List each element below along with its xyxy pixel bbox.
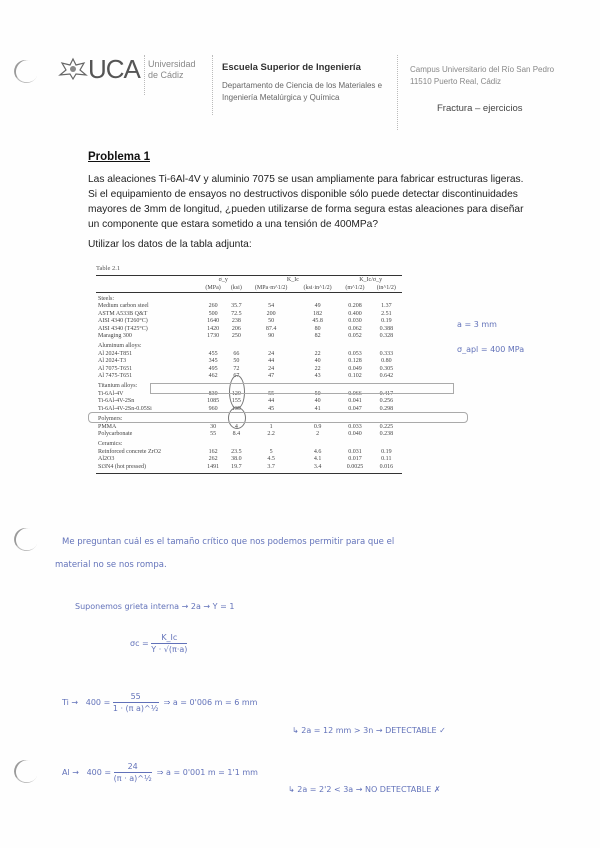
al-lhs: 400 = <box>86 768 112 777</box>
material-name: Al2O3 <box>98 456 115 463</box>
table-group-row <box>96 293 402 304</box>
material-name: Maraging 300 <box>98 333 132 340</box>
table-cell: 139 <box>231 405 241 412</box>
table-cell: 0.102 <box>348 373 362 380</box>
handwritten-question: Me preguntan cuál es el tamaño crítico que nos podemos permitir para que el <box>62 537 395 547</box>
campus-line: Campus Universitario del Río San Pedro <box>410 65 555 74</box>
table-cell: 0.225 <box>379 423 394 430</box>
table-row <box>96 373 402 380</box>
table-cell: 1491 <box>207 463 220 470</box>
handwritten-question-cont: material no se nos rompa. <box>55 560 167 570</box>
table-cell: 0.328 <box>379 333 394 340</box>
ti-numerator: 55 <box>113 692 159 703</box>
table-cell: 22 <box>314 350 321 357</box>
formula-lhs: σc = <box>130 639 149 648</box>
table-cell: 40 <box>314 398 321 405</box>
university-line: Universidad <box>148 59 196 69</box>
table-cell: 22 <box>314 365 321 372</box>
material-name: Al 7075-T651 <box>98 365 133 372</box>
table-cell: 0.040 <box>348 430 362 437</box>
table-cell: 495 <box>208 365 218 372</box>
ti-label: Ti → <box>62 698 79 707</box>
department-line: Ingeniería Metalúrgica y Química <box>222 93 340 102</box>
table-cell: 19.7 <box>231 463 242 470</box>
table-row <box>96 326 402 333</box>
table-cell: 830 <box>208 390 218 397</box>
table-row <box>96 358 402 365</box>
table-row <box>96 303 402 310</box>
table-cell: 0.80 <box>381 358 392 365</box>
table-cell: 0.400 <box>348 310 362 317</box>
table-cell: 162 <box>208 448 218 455</box>
table-cell: 24 <box>268 365 275 372</box>
table-cell: 0.066 <box>348 390 362 397</box>
table-row <box>96 464 402 471</box>
table-cell: 4 <box>234 423 238 430</box>
table-cell: 82 <box>314 333 321 340</box>
table-cell: 0.053 <box>348 350 362 357</box>
table-cell: 8.4 <box>232 430 241 437</box>
unit-header: (m^1/2) <box>345 285 365 291</box>
unit-header: (ksi) <box>230 285 242 291</box>
table-cell: 47 <box>268 373 275 380</box>
table-cell: 155 <box>231 398 241 405</box>
table-cell: 54 <box>268 303 275 310</box>
al-conclusion: ↳ 2a = 2'2 < 3a → NO DETECTABLE ✗ <box>288 785 441 794</box>
table-cell: 0.016 <box>379 463 394 470</box>
table-cell: 0.256 <box>379 398 394 405</box>
hand-drawn-highlight-box <box>88 412 468 423</box>
table-cell: 3.4 <box>313 463 322 470</box>
table-cell: 5 <box>269 448 273 455</box>
table-cell: 1 <box>269 423 273 430</box>
table-cell: 30 <box>210 423 217 430</box>
table-row <box>96 424 402 431</box>
university-logo: UCA <box>88 54 140 84</box>
material-name: Si3N4 (hot pressed) <box>98 463 146 470</box>
table-cell: 345 <box>208 358 218 365</box>
material-name: Ti-6Al-4V <box>98 390 124 397</box>
table-header-blank <box>96 284 200 293</box>
table-cell: 0.19 <box>381 318 392 325</box>
punch-hole-mark <box>11 757 41 787</box>
table-cell: 0.11 <box>381 456 392 463</box>
table-cell: 72 <box>233 365 240 372</box>
material-name: Al 7475-T651 <box>98 373 133 380</box>
table-cell: 23.5 <box>231 448 242 455</box>
material-name: Al 2024-T3 <box>98 358 127 365</box>
table-row <box>96 333 402 340</box>
table-cell: 0.062 <box>348 325 362 332</box>
table-cell: 44 <box>268 358 275 365</box>
problem-statement: Las aleaciones Ti-6Al-4V y aluminio 7075 se usan ampliamente para fabricar estructuras ligeras. Si el equipamiento de ensayos no destructivos disponible sólo puede detectar discontinuidades mayores de 3mm de longitud, ¿pueden utilizarse de forma segura estas aleaciones para diseñar un componente que estara sometido a una tensión de 400MPa? <box>88 174 524 230</box>
table-group-row <box>96 438 402 448</box>
formula-fraction <box>151 633 187 654</box>
table-caption: Table 2.1 <box>96 265 121 272</box>
department-name <box>222 80 382 104</box>
table-cell: 0.047 <box>348 405 362 412</box>
table-cell: 40 <box>314 358 321 365</box>
university-line: de Cádiz <box>148 70 184 80</box>
al-fraction <box>114 762 152 783</box>
university-crest-icon <box>58 57 88 81</box>
table-cell: 90 <box>268 333 275 340</box>
table-cell: 72.5 <box>231 310 242 317</box>
table-cell: 0.017 <box>348 456 362 463</box>
table-cell: 0.033 <box>348 423 362 430</box>
material-name: AISI 4340 (T425°C) <box>98 325 148 332</box>
problem-title: Problema 1 <box>88 151 150 163</box>
table-cell: 500 <box>208 310 218 317</box>
table-cell: 80 <box>314 325 321 332</box>
table-cell: 66 <box>233 350 240 357</box>
table-cell: 67 <box>233 373 240 380</box>
table-cell: 262 <box>208 456 218 463</box>
material-name: PMMA <box>98 423 117 430</box>
ti-denominator: 1 · (π a)^½ <box>112 704 159 713</box>
titanium-calculation <box>62 692 257 713</box>
department-line: Departamento de Ciencia de los Materiales e <box>222 81 383 90</box>
table-cell: 2 <box>316 430 320 437</box>
table-cell: 1085 <box>207 398 220 405</box>
table-cell: 455 <box>208 350 218 357</box>
table-cell: 0.041 <box>348 398 362 405</box>
table-cell: 1730 <box>207 333 220 340</box>
unit-header: (MPa) <box>205 285 221 291</box>
al-result: ⇒ a = 0'001 m = 1'1 mm <box>156 768 258 777</box>
table-cell: 0.208 <box>348 303 362 310</box>
material-name: AISI 4340 (T260°C) <box>98 318 148 325</box>
table-cell: 1.37 <box>381 303 392 310</box>
table-cell: 45 <box>268 405 275 412</box>
table-group-label: Steels: <box>98 296 114 302</box>
table-group-row <box>96 340 402 350</box>
ti-lhs: 400 = <box>85 698 111 707</box>
divider <box>212 55 213 115</box>
table-group-label: Titanium alloys: <box>98 383 138 390</box>
table-cell: 0.298 <box>379 405 394 412</box>
table-cell: 2.2 <box>267 430 275 437</box>
table-cell: 0.030 <box>348 318 362 325</box>
punch-hole-mark <box>11 57 41 87</box>
table-cell: 43 <box>314 373 321 380</box>
table-cell: 0.388 <box>379 325 394 332</box>
material-name: Ti-6Al-4V-2Sn <box>98 398 135 405</box>
table-cell: 0.417 <box>379 390 394 397</box>
table-cell: 50 <box>268 318 275 325</box>
material-name: Al 2024-T851 <box>98 350 133 357</box>
table-cell: 35.7 <box>231 303 242 310</box>
table-header-toughness: K_Ic <box>286 277 299 283</box>
table-cell: 50 <box>233 358 240 365</box>
unit-header: (ksi·in^1/2) <box>303 285 332 291</box>
unit-header: (in^1/2) <box>376 285 396 291</box>
table-cell: 0.333 <box>379 350 394 357</box>
table-cell: 2.51 <box>381 310 392 317</box>
table-cell: 24 <box>268 350 275 357</box>
table-cell: 0.0025 <box>346 463 364 470</box>
formula-numerator: K_Ic <box>151 633 187 644</box>
table-group-label: Aluminum alloys: <box>98 343 142 350</box>
ti-conclusion: ↳ 2a = 12 mm > 3n → DETECTABLE ✓ <box>292 726 446 735</box>
al-denominator: (π · a)^½ <box>113 774 152 783</box>
table-cell: 87.4 <box>265 325 277 332</box>
table-cell: 50 <box>314 390 321 397</box>
punch-hole-mark <box>11 525 41 555</box>
ti-fraction <box>113 692 159 713</box>
table-row <box>96 431 402 438</box>
table-cell: 55 <box>268 390 275 397</box>
table-cell: 0.305 <box>379 365 394 372</box>
table-cell: 4.6 <box>313 448 322 455</box>
table-cell: 45.8 <box>312 318 323 325</box>
table-cell: 55 <box>210 430 217 437</box>
table-cell: 238 <box>231 318 241 325</box>
table-row <box>96 449 402 456</box>
table-row <box>96 366 402 373</box>
material-properties-table <box>96 275 402 474</box>
al-numerator: 24 <box>114 762 152 773</box>
table-cell: 182 <box>313 310 323 317</box>
divider <box>144 55 145 95</box>
table-cell: 260 <box>208 303 218 310</box>
table-cell: 4.1 <box>313 456 322 463</box>
table-cell: 49 <box>314 303 321 310</box>
table-group-label: Polymers: <box>98 416 123 423</box>
table-row <box>96 318 402 325</box>
table-cell: 44 <box>268 398 275 405</box>
material-name: Polycarbonate <box>98 430 133 437</box>
table-cell: 250 <box>231 333 241 340</box>
al-label: Al → <box>62 768 79 777</box>
table-bottom-rule <box>96 471 402 474</box>
table-row <box>96 351 402 358</box>
table-cell: 0.031 <box>348 448 362 455</box>
table-header-yield: σ_y <box>218 277 228 283</box>
table-cell: 0.19 <box>381 448 392 455</box>
handwritten-formula <box>130 633 187 654</box>
problem-instruction: Utilizar los datos de la tabla adjunta: <box>88 239 252 250</box>
table-cell: 120 <box>231 390 241 397</box>
table-cell: 1420 <box>207 325 220 332</box>
campus-line: 11510 Puerto Real, Cádiz <box>410 77 502 86</box>
material-name: Ti-6Al-4V-2Sn-0.05Si <box>98 405 152 412</box>
table-cell: 960 <box>208 405 218 412</box>
table-header-ratio: K_Ic/σ_y <box>359 277 383 283</box>
table-row <box>96 456 402 463</box>
table-group-label: Ceramics: <box>98 441 123 448</box>
table-cell: 3.7 <box>267 463 275 470</box>
handwritten-assumption: Suponemos grieta interna → 2a → Y = 1 <box>75 602 235 611</box>
subject-title: Fractura – ejercicios <box>437 103 523 114</box>
ti-result: ⇒ a = 0'006 m = 6 mm <box>163 698 258 707</box>
table-row <box>96 398 402 405</box>
material-name: ASTM A533B Q&T <box>98 310 148 317</box>
school-name: Escuela Superior de Ingeniería <box>222 62 361 73</box>
table-cell: 0.052 <box>348 333 362 340</box>
table-cell: 0.9 <box>313 423 322 430</box>
campus-address <box>410 64 554 88</box>
table-cell: 1640 <box>207 318 220 325</box>
table-header-material <box>96 276 200 285</box>
hand-drawn-highlight-box <box>150 383 454 394</box>
material-name: Reinforced concrete ZrO2 <box>98 448 161 455</box>
given-crack-size: a = 3 mm <box>457 320 497 329</box>
unit-header: (MPa·m^1/2) <box>254 285 288 291</box>
table-cell: 462 <box>208 373 218 380</box>
table-cell: 0.238 <box>379 430 394 437</box>
given-stress: σ_apl = 400 MPa <box>457 345 525 354</box>
material-name: Medium carbon steel <box>98 303 149 310</box>
table-cell: 38.0 <box>231 456 242 463</box>
table-cell: 4.5 <box>267 456 275 463</box>
university-name <box>148 59 196 81</box>
aluminum-calculation <box>62 762 258 783</box>
table-cell: 0.642 <box>379 373 394 380</box>
table-cell: 206 <box>231 325 241 332</box>
table-cell: 41 <box>314 405 321 412</box>
table-cell: 0.128 <box>348 358 362 365</box>
table-cell: 0.049 <box>348 365 362 372</box>
formula-denominator: Y · √(π·a) <box>151 645 188 654</box>
divider <box>397 55 398 130</box>
table-cell: 200 <box>266 310 276 317</box>
